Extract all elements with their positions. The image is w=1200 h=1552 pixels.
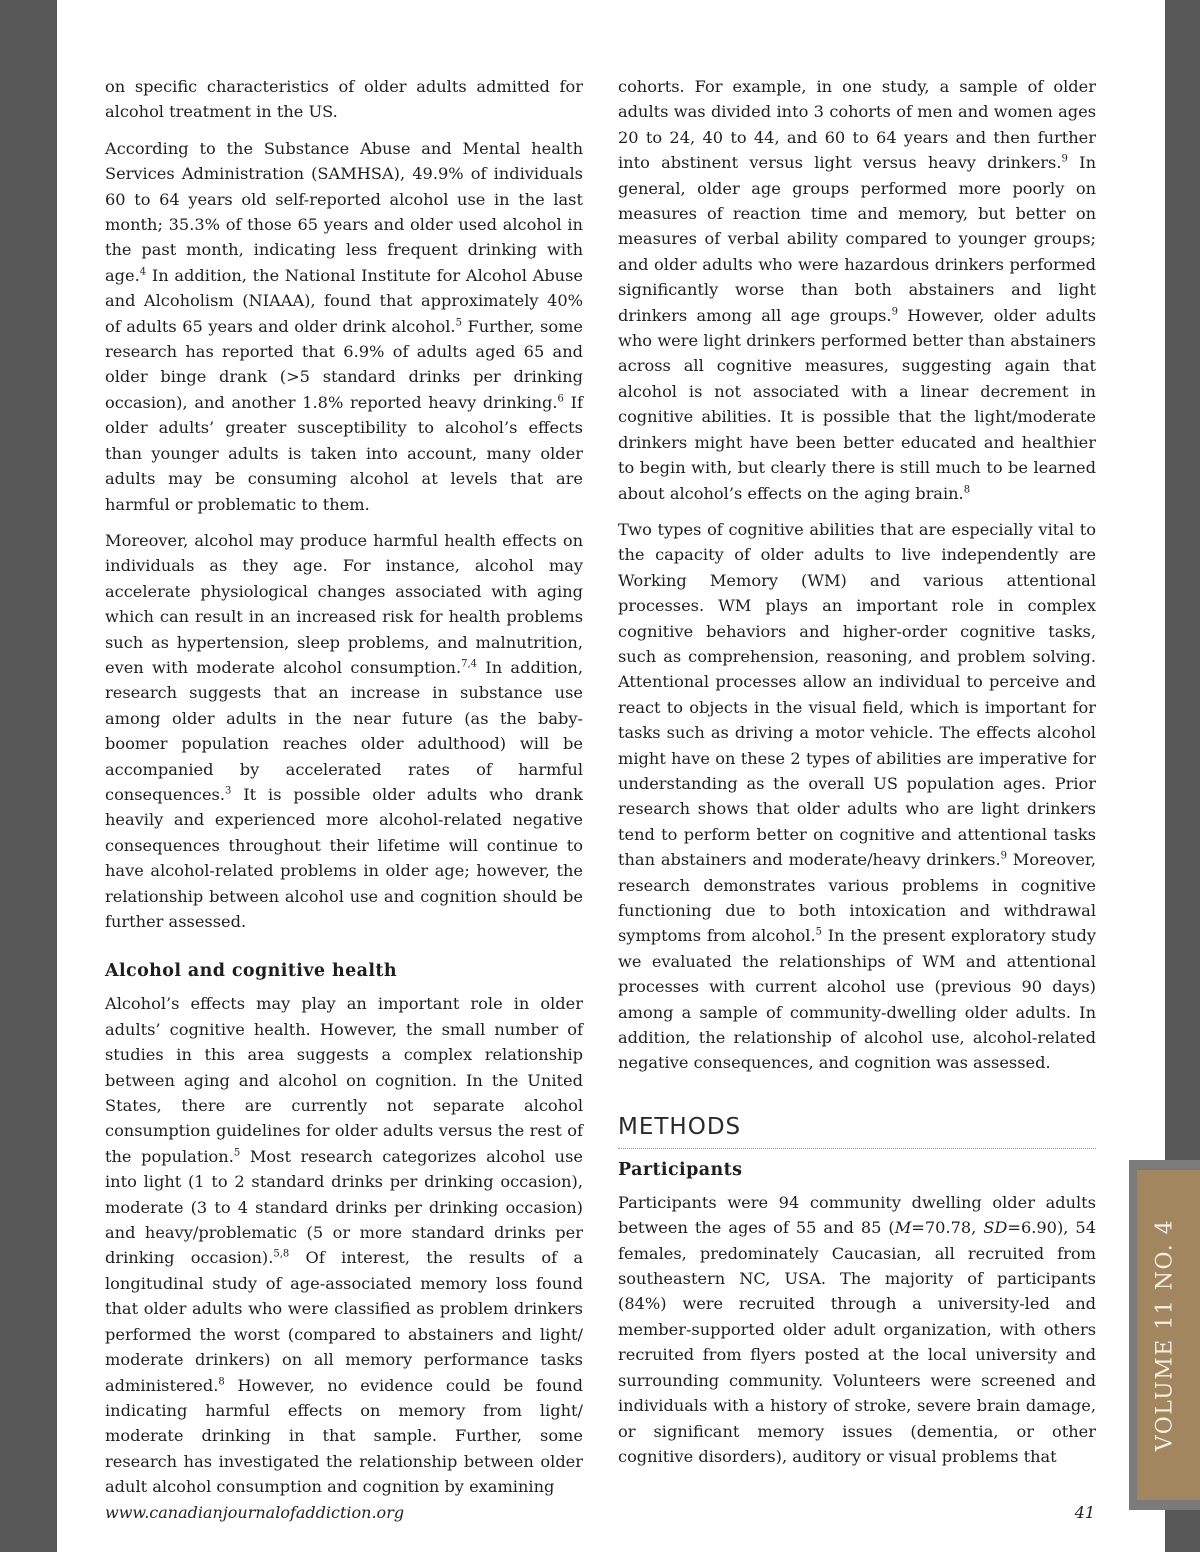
right-column — [618, 74, 1096, 1480]
footer-page-number: 41 — [1074, 1503, 1095, 1522]
paragraph-text: Moreover, research demonstrates various problems in cognitive functioning due to both intoxication and withdrawal symptoms from alcohol. — [618, 850, 1096, 946]
citation-superscript: 7,4 — [461, 658, 477, 670]
paragraph-text: cohorts. For example, in one study, a sample of older adults was divided into 3 cohorts of men and women ages 20 to 24, 40 to 44, and 60 to 64 years and then further into abstinent versus light versus heavy drinkers. — [618, 77, 1096, 173]
paragraph-text: If older adults’ greater susceptibility to alcohol’s effects than younger adults is taken into account, many older adults may be consuming alcohol at levels that are harmful or problematic to them. — [105, 392, 583, 514]
paragraph-text: In general, older age groups performed more poorly on measures of reaction time and memory, but better on measures of verbal ability compared to younger groups; and older adults who were hazardous drinkers performed significantly worse than both abstainers and light drinkers among all age groups. — [618, 153, 1096, 325]
citation-superscript: 5,8 — [273, 1249, 290, 1261]
right-paragraph-3 — [618, 1190, 1096, 1469]
citation-superscript: 6 — [557, 393, 564, 405]
volume-tab-label: VOLUME 11 NO. 4 — [1152, 1218, 1178, 1452]
citation-superscript: 5 — [233, 1147, 241, 1159]
paragraph-text: Participants were 94 community dwelling older adults between the ages of 55 and 85 ( — [618, 1192, 1096, 1238]
left-paragraph-4 — [105, 991, 583, 1499]
paragraph-text: It is possible older adults who drank heavily and experienced more alcohol-related negative consequences throughout their lifetime will continue to have alcohol-related problems in older age; however, the relationship between alcohol use and cognition should be further assessed. — [105, 784, 583, 931]
left-column — [105, 74, 583, 1511]
paragraph-text: In addition, the National Institute for Alcohol Abuse and Alcoholism (NIAAA), found that approximately 40% of adults 65 years and older drink alcohol. — [105, 265, 583, 336]
stat-symbol-sd: SD — [983, 1218, 1008, 1238]
paragraph-text: In addition, research suggests that an increase in substance use among older adults in the near future (as the baby-boomer population reaches older adulthood) will be accompanied by accelerated rates of harmful consequences. — [105, 657, 583, 804]
paragraph-text: =6.90), 54 females, predominately Caucasian, all recruited from southeastern NC, USA. The majority of participants (84%) were recruited through a university-led and member-supported older adult organization, with others recruited from flyers posted at the local university and surrounding community. Volunteers were screened and individuals with a history of stroke, severe brain damage, or significant memory issues (dementia, or other cognitive disorders), auditory or visual problems that — [618, 1218, 1096, 1466]
citation-superscript: 5 — [455, 317, 462, 329]
citation-superscript: 9 — [891, 306, 898, 318]
paragraph-text: Further, some research has reported that 6.9% of adults aged 65 and older binge drank (>5 standard drinks per drinking occasion), and another 1.8% reported heavy drinking. — [105, 316, 583, 412]
left-paragraph-1 — [105, 74, 583, 125]
footer-journal-url[interactable]: www.canadianjournalofaddiction.org — [105, 1503, 405, 1522]
subheading-participants: Participants — [618, 1159, 743, 1180]
right-paragraph-1 — [618, 74, 1096, 506]
paragraph-text: Most research categorizes alcohol use into light (1 to 2 standard drinks per drinking occasion), moderate (3 to 4 standard drinks per drinking occasion) and heavy/problematic (5 or more standard drinks per drinking occasion). — [105, 1146, 583, 1268]
section-heading-methods: METHODS — [618, 1113, 742, 1140]
dotted-divider — [618, 1148, 1096, 1149]
paragraph-text: However, older adults who were light drinkers performed better than abstainers across all cognitive measures, suggesting again that alcohol is not associated with a linear decrement in cognitive abilities. It is possible that the light/moderate drinkers might have been better educated and healthier to begin with, but clearly there is still much to be learned about alcohol’s effects on the aging brain. — [618, 305, 1096, 503]
paragraph-text: =70.78, — [911, 1218, 984, 1238]
paragraph-text: Moreover, alcohol may produce harmful health effects on individuals as they age. For instance, alcohol may accelerate physiological changes associated with aging which can result in an increased risk for health problems such as hypertension, sleep problems, and malnutrition, even with moderate alcohol consumption. — [105, 530, 583, 677]
paragraph-text: Alcohol’s effects may play an important role in older adults’ cognitive health. However, the small number of studies in this area suggests a complex relationship between aging and alcohol on cognition. In the United States, there are currently not separate alcohol consumption guidelines for older adults versus the rest of the population. — [105, 994, 583, 1166]
section-heading-alcohol-cognitive-health: Alcohol and cognitive health — [105, 961, 397, 982]
paragraph-text: Two types of cognitive abilities that are especially vital to the capacity of older adults to live independently are Working Memory (WM) and various attentional processes. WM plays an important role in complex cognitive behaviors and higher-order cognitive tasks, such as comprehension, reasoning, and problem solving. Attentional processes allow an individual to perceive and react to objects in the visual field, which is important for tasks such as driving a motor vehicle. The effects alcohol might have on these 2 types of abilities are imperative for understanding as the overall US population ages. Prior research shows that older adults who are light drinkers tend to perform better on cognitive and attentional tasks than abstainers and moderate/heavy drinkers. — [618, 519, 1096, 870]
paragraph-text: Of interest, the results of a longitudinal study of age-associated memory loss found that older adults who were classified as problem drinkers performed the worst (compared to abstainers and light/ moderate drinkers) on all memory performance tasks administered. — [105, 1248, 583, 1395]
citation-superscript: 8 — [963, 484, 971, 496]
paragraph-text: However, no evidence could be found indicating harmful effects on memory from light/ moderate drinking in that sample. Further, some research has investigated the relationship between older adult alcohol consumption and cognition by examining — [105, 1375, 583, 1497]
paragraph-text: According to the Substance Abuse and Mental health Services Administration (SAMHSA), 49.9% of individuals 60 to 64 years old self-reported alcohol use in the last month; 35.3% of those 65 years and older used alcohol in the past month, indicating less frequent drinking with age. — [105, 138, 583, 285]
citation-superscript: 9 — [1061, 153, 1068, 165]
citation-superscript: 4 — [139, 266, 147, 278]
left-paragraph-3 — [105, 528, 583, 935]
right-paragraph-2 — [618, 517, 1096, 1076]
stat-symbol-mean: M — [894, 1218, 912, 1238]
paragraph-text: In the present exploratory study we evaluated the relationships of WM and attentional processes with current alcohol use (previous 90 days) among a sample of community-dwelling older adults. In addition, the relationship of alcohol use, alcohol-related negative consequences, and cognition was assessed. — [618, 926, 1096, 1073]
left-paragraph-2 — [105, 136, 583, 517]
citation-superscript: 8 — [218, 1376, 225, 1388]
paragraph-text: on specific characteristics of older adults admitted for alcohol treatment in the US. — [105, 77, 583, 122]
citation-superscript: 5 — [815, 927, 822, 939]
citation-superscript: 9 — [1000, 850, 1007, 862]
citation-superscript: 3 — [225, 785, 232, 797]
